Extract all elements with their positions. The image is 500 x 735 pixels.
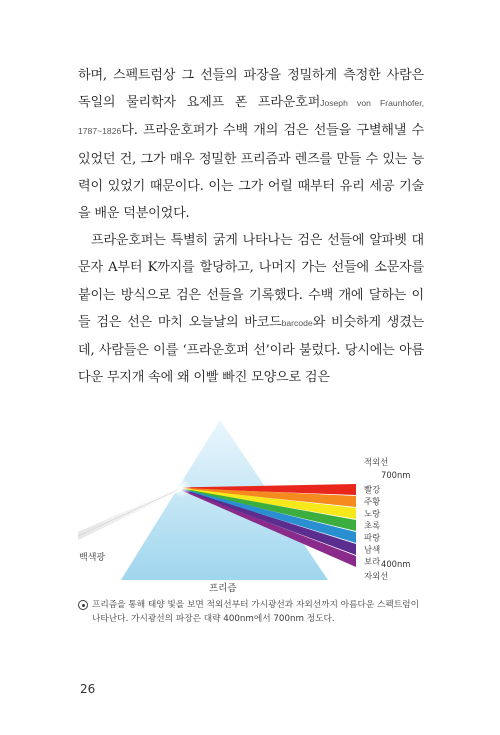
- page-number: 26: [80, 682, 96, 696]
- color-label: 남색: [364, 544, 381, 555]
- infrared-wavelength: 700nm: [381, 470, 411, 480]
- color-label: 초록: [364, 520, 381, 531]
- prism-label: 프리즘: [209, 583, 237, 594]
- paragraph-text: 프라운호퍼는 특별히 굵게 나타나는 검은 선들에 알파벳 대문자 A부터 K까지를 할당하고, 나머지 가는 선들에 소문자를 붙이는 방식으로 검은 선들을 기록했다. 수백 개에 달하는 이들 검은 선은 마치 오늘날의 바코드: [78, 233, 424, 330]
- color-labels: [364, 485, 381, 567]
- ultraviolet-label: 자외선: [364, 571, 389, 581]
- figure-caption: [78, 598, 428, 626]
- paragraph-text: 다. 프라운호퍼가 수백 개의 검은 선들을 구별해낼 수 있었던 건, 그가 매우 정밀한 프리즘과 렌즈를 만들 수 있는 능력이 있었기 때문이다. 이는 그가 어릴 때부터 유리 세공 기술을 배운 덕분이었다.: [78, 123, 424, 222]
- caption-text: 프리즘을 통해 태양 빛을 보면 적외선부터 가시광선과 자외선까지 아름다운 스펙트럼이 나타난다. 가시광선의 파장은 대략 400nm에서 700nm 정도다.: [92, 600, 419, 624]
- prism-figure: [78, 408, 428, 598]
- paragraph-text: 하며, 스펙트럼상 그 선들의 파장을 정밀하게 측정한 사람은 독일의 물리학자 요제프 폰 프라운호퍼: [78, 68, 424, 111]
- refraction-glow: [172, 478, 192, 498]
- color-label: 보라: [364, 556, 381, 567]
- paragraph: [78, 227, 424, 391]
- inline-annotation: barcode: [281, 317, 313, 328]
- ultraviolet-wavelength: 400nm: [381, 559, 411, 569]
- infrared-label: 적외선: [364, 457, 389, 467]
- white-light-label: 백색광: [79, 553, 106, 563]
- paragraph: [78, 62, 424, 227]
- color-label: 주황: [364, 496, 381, 507]
- color-label: 파랑: [364, 532, 381, 543]
- color-label: 노랑: [364, 508, 381, 519]
- caption-bullet-icon: [78, 600, 88, 610]
- paragraph-text: 와 비슷하게 생겼는데, 사람들은 이를 ‘프라운호퍼 선’이라 불렀다. 당시에는 아름다운 무지개 속에 왜 이빨 빠진 모양으로 검은: [78, 314, 425, 386]
- color-label: 빨강: [364, 484, 381, 495]
- body-text: [78, 62, 424, 391]
- inline-annotation: Joseph von Fraunhofer, 1787~1826: [78, 98, 424, 137]
- prism-diagram: [78, 408, 428, 598]
